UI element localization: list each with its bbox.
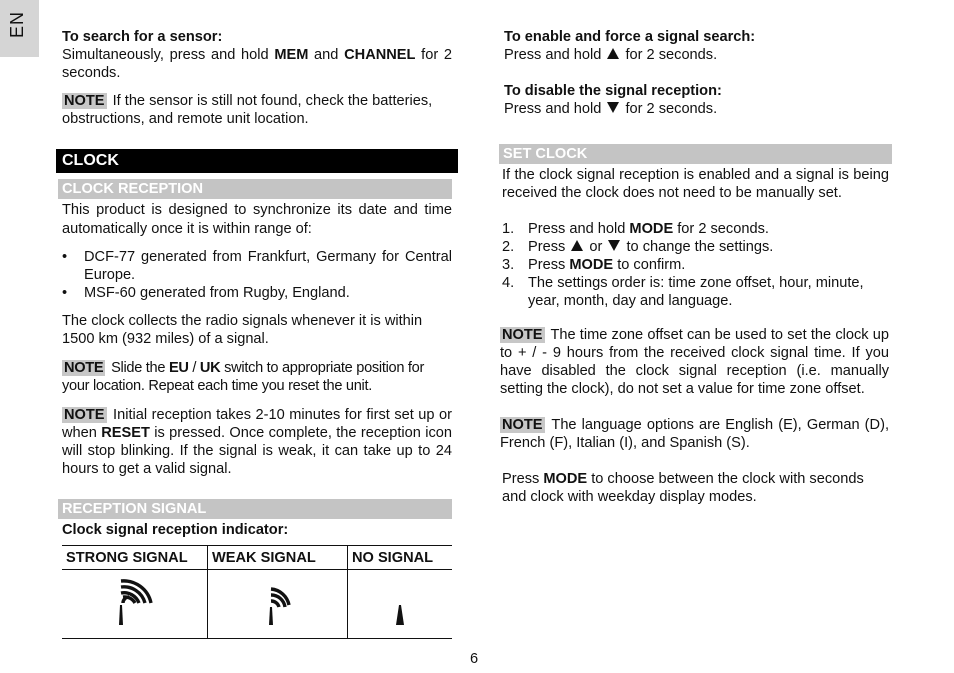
mode-key: MODE [629, 221, 674, 237]
mode-key: MODE [543, 471, 588, 487]
list-item: 1. Press and hold MODE for 2 seconds. [502, 221, 769, 237]
clock-section-header: CLOCK [56, 149, 458, 173]
clock-reception-header: CLOCK RECEPTION [58, 179, 452, 199]
right-column [500, 28, 889, 506]
mode-display-text: Press MODE to choose between the clock with seconds and clock with weekday display modes. [502, 471, 864, 505]
page-number: 6 [470, 651, 479, 667]
mem-key: MEM [274, 47, 309, 63]
note-language: NOTE The language options are English (E), German (D), French (F), Italian (I), and Spanish (S). [500, 417, 889, 451]
note-label: NOTE [502, 327, 543, 343]
language-label: EN [7, 10, 27, 38]
table-header-none: NO SIGNAL [348, 546, 453, 570]
language-tab [0, 0, 39, 57]
list-item: 2. Press or to change the settings. [502, 239, 774, 255]
no-signal-icon [393, 577, 407, 627]
strong-signal-icon [113, 577, 157, 627]
note-label: NOTE [502, 417, 543, 433]
radio-range-text: The clock collects the radio signals whenever it is within 1500 km (932 miles) of a signal. [62, 313, 423, 347]
note-eu-uk: NOTE Slide the EU / UK switch to appropriate position for your location. Repeat each time you reset the unit. [62, 360, 425, 394]
down-triangle-icon [608, 240, 620, 251]
note-sensor: NOTE If the sensor is still not found, check the batteries, obstructions, and remote unit location. [62, 93, 433, 127]
note-label: NOTE [64, 407, 105, 423]
enable-signal-title: To enable and force a signal search: [504, 29, 756, 45]
note-label: NOTE [64, 360, 104, 376]
weak-signal-icon [263, 577, 293, 627]
note-time-zone: NOTE The time zone offset can be used to set the clock up to + / - 9 hours from the received clock signal time. If you have disabled the clock signal reception (i.e. manually setting the clock), do not set a value for time zone offset. [500, 327, 889, 397]
up-triangle-icon [571, 240, 583, 251]
mode-key: MODE [569, 257, 614, 273]
strong-signal-cell [62, 570, 208, 639]
table-header-weak: WEAK SIGNAL [208, 546, 348, 570]
up-triangle-icon [607, 48, 619, 59]
set-clock-steps [502, 220, 889, 310]
set-clock-intro: If the clock signal reception is enabled and a signal is being received the clock does not need to be manually set. [502, 167, 889, 201]
table-header-strong: STRONG SIGNAL [62, 546, 208, 570]
down-triangle-icon [607, 102, 619, 113]
eu-label: EU [168, 360, 189, 376]
note-label: NOTE [64, 93, 105, 109]
uk-label: UK [199, 360, 221, 376]
search-sensor-text: Simultaneously, press and hold MEM and CHANNEL for 2 seconds. [62, 47, 452, 81]
search-sensor-title: To search for a sensor: [62, 29, 223, 45]
weak-signal-cell [208, 570, 348, 639]
reception-intro: This product is designed to synchronize its date and time automatically once it is within range of: [62, 202, 452, 237]
list-item: • MSF-60 generated from Rugby, England. [62, 284, 452, 302]
station-list [62, 248, 452, 302]
list-item: 4. The settings order is: time zone offset, hour, minute, year, month, day and language. [502, 275, 864, 309]
disable-signal-title: To disable the signal reception: [504, 83, 722, 99]
reset-key: RESET [101, 425, 150, 441]
disable-signal-text: Press and hold for 2 seconds. [504, 101, 718, 117]
enable-signal-text: Press and hold for 2 seconds. [504, 47, 718, 63]
no-signal-cell [348, 570, 453, 639]
signal-table [62, 545, 452, 639]
reception-signal-header: RECEPTION SIGNAL [58, 499, 452, 519]
list-item: • DCF-77 generated from Frankfurt, Germany for Central Europe. [62, 248, 452, 284]
note-initial-reception: NOTE Initial reception takes 2-10 minutes for first set up or when RESET is pressed. Once complete, the reception icon will stop blinking. If the signal is weak, it can take up to 24 hours to get a valid signal. [62, 407, 452, 477]
indicator-title: Clock signal reception indicator: [62, 522, 289, 538]
left-column [62, 28, 452, 639]
list-item: 3. Press MODE to confirm. [502, 257, 686, 273]
channel-key: CHANNEL [344, 47, 416, 63]
set-clock-header: SET CLOCK [499, 144, 892, 164]
